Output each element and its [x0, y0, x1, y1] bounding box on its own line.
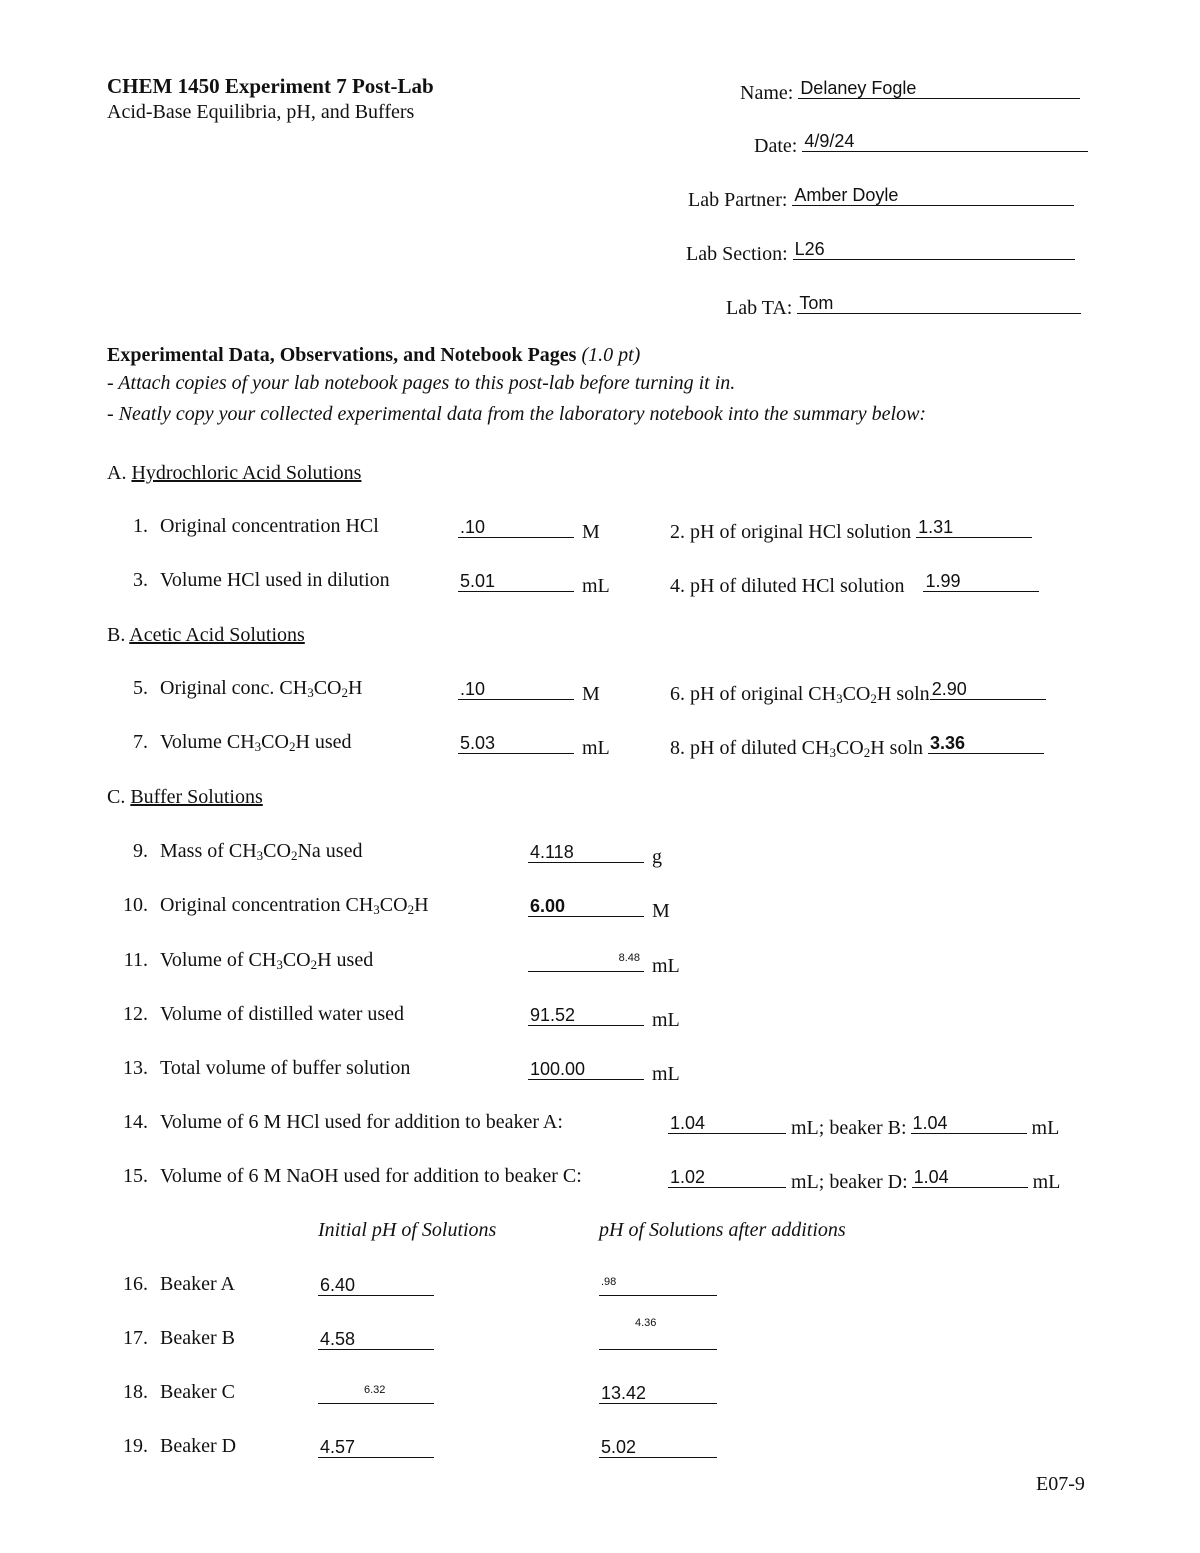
q9-row [116, 840, 362, 864]
q9-number: 9. [133, 840, 148, 862]
section-a-title: Hydrochloric Acid Solutions [131, 462, 362, 484]
date-row [754, 129, 1088, 158]
instructions-heading-row [107, 344, 640, 367]
q8-label-a: 8. pH of diluted CH [670, 737, 830, 759]
q6-label-c: H soln [876, 683, 930, 705]
date-field[interactable] [802, 129, 1088, 152]
instructions-heading: Experimental Data, Observations, and Notebook Pages [107, 344, 577, 366]
q7-unit: mL [582, 737, 610, 759]
q1-number: 1. [133, 515, 148, 537]
section-label: Lab Section: [686, 243, 788, 265]
q14-label: Volume of 6 M HCl used for addition to beaker A: [160, 1111, 563, 1133]
col-initial-ph: Initial pH of Solutions [318, 1219, 497, 1241]
beaker-a-initial-field[interactable] [318, 1273, 434, 1302]
partner-field[interactable] [792, 183, 1074, 206]
q3-value: 5.01 [460, 571, 496, 591]
q10-sub-3: 3 [373, 902, 380, 917]
q11-value: 8.48 [618, 952, 640, 964]
q14-number: 14. [123, 1111, 148, 1133]
ta-label: Lab TA: [726, 297, 793, 319]
q6-label-a: 6. pH of original CH [670, 683, 837, 705]
beaker-b-initial-value: 4.58 [320, 1329, 356, 1349]
q10-label-c: H [414, 894, 429, 916]
q13-row [116, 1057, 410, 1080]
q15-row [116, 1165, 582, 1188]
name-value: Delaney Fogle [800, 78, 917, 98]
ta-value: Tom [799, 293, 834, 313]
section-c-heading [107, 786, 263, 809]
q11-sub-2: 2 [310, 957, 318, 972]
q7-answer [458, 731, 610, 760]
beaker-c-initial-value: 6.32 [364, 1384, 386, 1396]
q15-label: Volume of 6 M NaOH used for addition to beaker C: [160, 1165, 582, 1187]
beaker-d-initial-value: 4.57 [320, 1437, 356, 1457]
q19-number: 19. [123, 1435, 148, 1457]
beaker-d-initial-field[interactable] [318, 1435, 434, 1464]
q11-label-c: H used [317, 949, 374, 971]
q15-unit: mL [1032, 1171, 1061, 1193]
q12-field[interactable] [528, 1003, 644, 1026]
q1-label: Original concentration HCl [160, 515, 379, 537]
q13-field[interactable] [528, 1057, 644, 1080]
q2-value: 1.31 [918, 517, 954, 537]
beaker-d-after-value: 5.02 [601, 1437, 637, 1457]
q2-field[interactable] [916, 515, 1032, 538]
q14-value-b: 1.04 [912, 1113, 948, 1133]
beaker-a-after-field[interactable] [599, 1273, 717, 1302]
q9-sub-3: 3 [256, 848, 264, 863]
section-b-title: Acetic Acid Solutions [129, 624, 305, 646]
q14-field-b[interactable] [911, 1111, 1027, 1134]
q15-value-b: 1.04 [913, 1167, 949, 1187]
q8-label-c: H soln [870, 737, 924, 759]
q12-row [116, 1003, 404, 1026]
beaker-c-initial-field[interactable] [318, 1381, 434, 1410]
q7-sub-2: 2 [288, 739, 296, 754]
beaker-b-initial-blank[interactable] [318, 1327, 434, 1350]
q12-answer [528, 1003, 680, 1032]
q15-answer [668, 1165, 1060, 1194]
partner-row [688, 183, 1074, 212]
q7-number: 7. [133, 731, 148, 753]
beaker-c-label: Beaker C [160, 1381, 235, 1403]
q4-value: 1.99 [925, 571, 961, 591]
section-a-letter: A. [107, 462, 127, 484]
q1-field[interactable] [458, 515, 574, 538]
beaker-a-after-value: .98 [601, 1276, 617, 1288]
q5-field[interactable] [458, 677, 574, 700]
name-row [740, 76, 1080, 105]
q3-label: Volume HCl used in dilution [160, 569, 390, 591]
col-after-ph: pH of Solutions after additions [599, 1219, 846, 1241]
q8-label-b: CO [835, 737, 864, 759]
q14-mid-label: mL; beaker B: [791, 1117, 907, 1139]
q5-label-a: Original conc. CH [160, 677, 308, 699]
q7-sub-3: 3 [254, 739, 262, 754]
q5-number: 5. [133, 677, 148, 699]
q11-label-b: CO [282, 949, 311, 971]
beaker-d-after-blank[interactable] [599, 1435, 717, 1458]
q9-value: 4.118 [530, 842, 574, 862]
q3-answer [458, 569, 610, 598]
q3-row [116, 569, 390, 592]
section-b-heading [107, 624, 305, 647]
name-field[interactable] [798, 76, 1080, 99]
q11-unit: mL [652, 955, 680, 977]
q1-answer [458, 515, 600, 544]
instruction-line-1: - Attach copies of your lab notebook pages to this post-lab before turning it in. [107, 372, 736, 394]
date-label: Date: [754, 135, 798, 157]
beaker-c-after-blank[interactable] [599, 1381, 717, 1404]
q2-label: 2. pH of original HCl solution [670, 521, 912, 543]
q12-number: 12. [123, 1003, 148, 1025]
q10-label-a: Original concentration CH [160, 894, 374, 916]
q9-unit: g [652, 846, 662, 868]
q11-row [116, 949, 373, 973]
partner-value: Amber Doyle [794, 185, 899, 205]
q9-sub-2: 2 [290, 848, 298, 863]
beaker-a-after-blank[interactable] [599, 1273, 717, 1296]
q10-row [116, 894, 429, 918]
q12-value: 91.52 [530, 1005, 576, 1025]
q13-value: 100.00 [530, 1059, 586, 1079]
q14-field-a[interactable] [668, 1111, 786, 1134]
q5-unit: M [582, 683, 600, 705]
q10-sub-2: 2 [407, 902, 415, 917]
beaker-b-after-field[interactable] [599, 1317, 717, 1356]
beaker-row-b [116, 1327, 235, 1350]
q15-field-b[interactable] [912, 1165, 1028, 1188]
q1-row [116, 515, 379, 538]
ta-row [726, 291, 1081, 320]
q11-field[interactable] [528, 949, 644, 972]
q7-field[interactable] [458, 731, 574, 754]
page-number: E07-9 [1036, 1473, 1085, 1495]
q3-field[interactable] [458, 569, 574, 592]
q11-number: 11. [123, 949, 148, 971]
q5-value: .10 [460, 679, 486, 699]
q10-answer [528, 894, 670, 923]
q6-value: 2.90 [931, 679, 967, 699]
beaker-b-initial-field[interactable] [318, 1327, 434, 1356]
q18-number: 18. [123, 1381, 148, 1403]
beaker-d-initial-blank[interactable] [318, 1435, 434, 1458]
q5-sub-3: 3 [307, 685, 314, 700]
q11-label-a: Volume of CH [160, 949, 277, 971]
q8-sub-2: 2 [863, 745, 871, 760]
q8-value: 3.36 [930, 733, 966, 753]
q5-sub-2: 2 [341, 685, 348, 700]
q9-label-b: CO [263, 840, 291, 862]
beaker-a-initial-blank[interactable] [318, 1273, 434, 1296]
q13-answer [528, 1057, 680, 1086]
beaker-b-label: Beaker B [160, 1327, 235, 1349]
q10-number: 10. [123, 894, 148, 916]
q11-sub-3: 3 [276, 957, 283, 972]
q7-label-b: CO [261, 731, 289, 753]
q7-label-c: H used [295, 731, 352, 753]
q12-unit: mL [652, 1009, 680, 1031]
q5-answer [458, 677, 600, 706]
q6-sub-3: 3 [836, 691, 843, 706]
beaker-row-c [116, 1381, 235, 1404]
section-value: L26 [794, 239, 825, 259]
instructions-points: (1.0 pt) [581, 344, 641, 366]
q14-row [116, 1111, 563, 1134]
q15-mid-label: mL; beaker D: [791, 1171, 908, 1193]
q15-value-a: 1.02 [670, 1167, 706, 1187]
partner-label: Lab Partner: [688, 189, 788, 211]
q9-answer [528, 840, 662, 869]
q10-label-b: CO [379, 894, 408, 916]
q6-label-b: CO [842, 683, 871, 705]
beaker-d-label: Beaker D [160, 1435, 237, 1457]
q4-field[interactable] [923, 569, 1039, 592]
q14-value-a: 1.04 [670, 1113, 706, 1133]
beaker-d-after-field[interactable] [599, 1435, 717, 1464]
beaker-row-d [116, 1435, 236, 1458]
q10-field[interactable] [528, 894, 644, 917]
doc-subtitle: Acid-Base Equilibria, pH, and Buffers [107, 101, 415, 123]
section-c-letter: C. [107, 786, 126, 808]
q9-field[interactable] [528, 840, 644, 863]
instruction-line-2: - Neatly copy your collected experimental data from the laboratory notebook into the summary below: [107, 403, 927, 425]
beaker-c-after-field[interactable] [599, 1381, 717, 1410]
q11-answer [528, 949, 680, 978]
q15-number: 15. [123, 1165, 148, 1187]
section-c-title: Buffer Solutions [130, 786, 263, 808]
beaker-a-initial-value: 6.40 [320, 1275, 356, 1295]
q1-unit: M [582, 521, 600, 543]
q6-field[interactable] [930, 677, 1046, 700]
q9-label-c: Na used [297, 840, 363, 862]
q6-sub-2: 2 [870, 691, 877, 706]
q2-row [670, 515, 1032, 544]
q10-value: 6.00 [530, 896, 566, 916]
beaker-a-label: Beaker A [160, 1273, 235, 1295]
q3-unit: mL [582, 575, 610, 597]
q5-label-c: H [347, 677, 363, 699]
q14-answer [668, 1111, 1059, 1140]
q7-row [116, 731, 352, 755]
q7-label-a: Volume CH [160, 731, 255, 753]
beaker-c-after-value: 13.42 [601, 1383, 647, 1403]
q12-label: Volume of distilled water used [160, 1003, 405, 1025]
section-row [686, 237, 1075, 266]
section-a-heading [107, 462, 361, 485]
q13-label: Total volume of buffer solution [160, 1057, 411, 1079]
q17-number: 17. [123, 1327, 148, 1349]
q5-label-b: CO [313, 677, 342, 699]
q6-row [670, 677, 1046, 707]
q13-unit: mL [652, 1063, 680, 1085]
q5-row [116, 677, 362, 701]
beaker-b-after-blank[interactable] [599, 1317, 717, 1350]
beaker-b-after-value: 4.36 [635, 1317, 657, 1329]
section-field[interactable] [793, 237, 1075, 260]
q15-field-a[interactable] [668, 1165, 786, 1188]
doc-title: CHEM 1450 Experiment 7 Post-Lab [107, 74, 434, 98]
q7-value: 5.03 [460, 733, 496, 753]
beaker-row-a [116, 1273, 235, 1296]
q14-unit: mL [1031, 1117, 1060, 1139]
q4-row [670, 569, 1039, 598]
q10-unit: M [652, 900, 670, 922]
q8-sub-3: 3 [829, 745, 836, 760]
beaker-c-initial-blank[interactable] [318, 1381, 434, 1404]
date-value: 4/9/24 [804, 131, 855, 151]
section-b-letter: B. [107, 624, 126, 646]
q9-label-a: Mass of CH [160, 840, 257, 862]
q13-number: 13. [123, 1057, 148, 1079]
q8-field[interactable] [928, 731, 1044, 754]
name-label: Name: [740, 82, 794, 104]
q4-label: 4. pH of diluted HCl solution [670, 575, 905, 597]
q1-value: .10 [460, 517, 486, 537]
q16-number: 16. [123, 1273, 148, 1295]
ta-field[interactable] [797, 291, 1081, 314]
q8-row [670, 731, 1044, 761]
q3-number: 3. [133, 569, 148, 591]
